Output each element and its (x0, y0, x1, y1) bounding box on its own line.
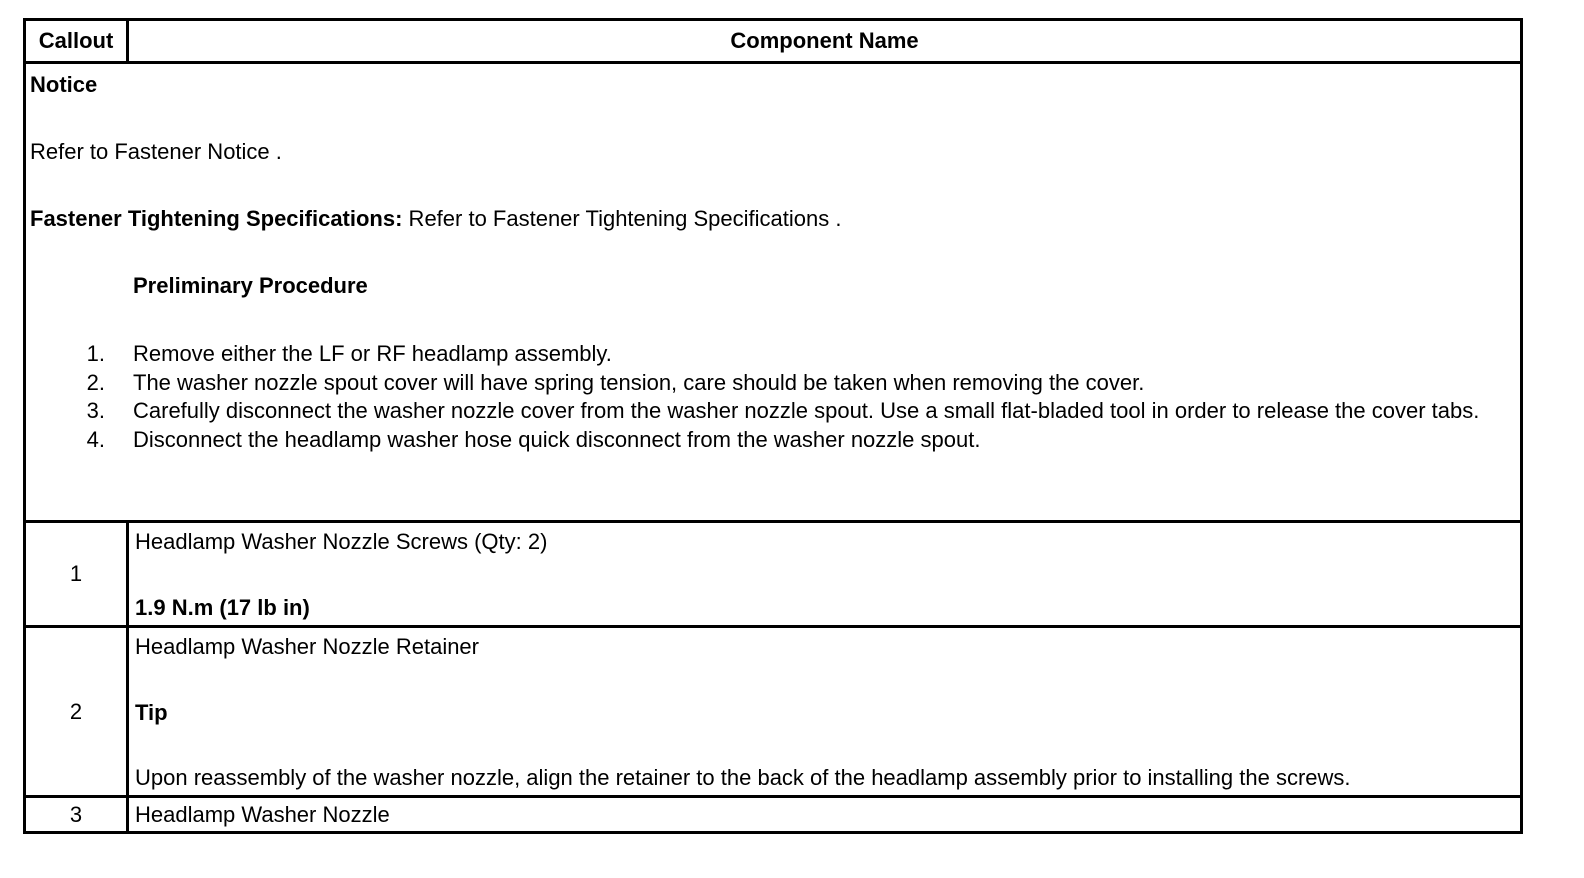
procedure-step (30, 340, 1510, 369)
fastener-spec-line (30, 206, 841, 232)
procedure-step-number: 4. (86, 426, 105, 452)
procedure-step (30, 369, 1510, 398)
procedure-step-text: Carefully disconnect the washer nozzle cover from the washer nozzle spout. Use a small flat-bladed tool in order to release the cover tabs. (133, 398, 1480, 423)
procedure-step-text: Disconnect the headlamp washer hose quick disconnect from the washer nozzle spout. (133, 426, 981, 452)
table-row (26, 795, 1520, 831)
component-cell (129, 523, 1520, 625)
component-cell (129, 798, 1520, 831)
component-table (23, 18, 1523, 834)
fastener-spec-label: Fastener Tightening Specifications: (30, 206, 403, 231)
table-header-row (26, 21, 1520, 61)
procedure-step-number: 3. (86, 398, 105, 423)
preliminary-procedure-list (30, 340, 1510, 454)
procedure-step-text: The washer nozzle spout cover will have spring tension, care should be taken when removing the cover. (133, 369, 1145, 395)
fastener-spec-text: Refer to Fastener Tightening Specifications . (402, 206, 842, 231)
notice-cell (30, 64, 1520, 520)
procedure-step-text: Remove either the LF or RF headlamp assembly. (133, 341, 612, 366)
preliminary-procedure-title: Preliminary Procedure (133, 273, 368, 298)
tip-text: Upon reassembly of the washer nozzle, align the retainer to the back of the headlamp assembly prior to installing the screws. (135, 765, 1351, 790)
procedure-step (30, 426, 1510, 455)
component-name-column-header: Component Name (730, 28, 919, 53)
notice-row (26, 61, 1520, 520)
procedure-step (30, 397, 1510, 426)
component-name: Headlamp Washer Nozzle Retainer (135, 634, 479, 659)
component-cell (129, 628, 1520, 795)
fastener-notice-reference: Refer to Fastener Notice . (30, 139, 282, 164)
torque-spec: 1.9 N.m (17 lb in) (135, 595, 310, 620)
callout-number: 3 (26, 798, 129, 831)
procedure-step-number: 2. (86, 369, 105, 395)
callout-number: 1 (26, 523, 129, 625)
callout-column-header: Callout (26, 21, 129, 61)
component-name: Headlamp Washer Nozzle Screws (Qty: 2) (135, 529, 548, 554)
table-row (26, 520, 1520, 625)
callout-number: 2 (26, 628, 129, 795)
table-row (26, 625, 1520, 795)
procedure-step-number: 1. (86, 341, 105, 366)
notice-title: Notice (30, 72, 98, 97)
component-name: Headlamp Washer Nozzle (135, 801, 390, 827)
tip-label: Tip (135, 699, 168, 725)
